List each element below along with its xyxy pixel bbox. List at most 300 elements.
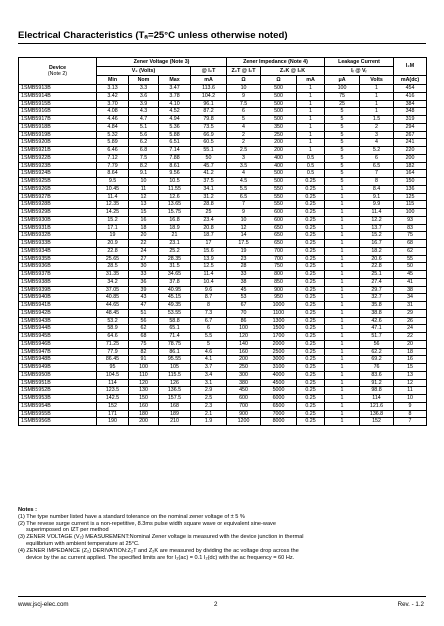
cell-izk: 0.25 [297, 201, 325, 209]
cell-vz-nom: 3.3 [129, 85, 159, 93]
cell-izk: 1 [297, 92, 325, 100]
cell-device: 1SMB5936B [19, 263, 97, 271]
cell-vz-min: 12.35 [97, 201, 129, 209]
table-row [19, 85, 427, 93]
title-underline [18, 43, 426, 44]
cell-zzk: 550 [261, 201, 297, 209]
table-row [19, 356, 427, 364]
cell-vz-nom: 30 [129, 263, 159, 271]
cell-vr: 1 [360, 108, 394, 116]
cell-vr: 16.7 [360, 240, 394, 248]
cell-izk: 0.5 [297, 162, 325, 170]
cell-vr: 27.4 [360, 278, 394, 286]
cell-vz-max: 168 [159, 402, 191, 410]
table-row [19, 185, 427, 193]
cell-vr: 11.4 [360, 209, 394, 217]
table-row [19, 340, 427, 348]
cell-zzt: 10 [227, 216, 261, 224]
cell-vr: 38.8 [360, 309, 394, 317]
cell-ir: 75 [325, 92, 360, 100]
cell-ir: 1 [325, 294, 360, 302]
cell-izm: 241 [394, 139, 427, 147]
cell-izk: 0.25 [297, 216, 325, 224]
cell-vr: 12.2 [360, 216, 394, 224]
cell-vz-min: 5.89 [97, 139, 129, 147]
ir-unit-header: μA [325, 76, 360, 85]
cell-vz-max: 18.9 [159, 224, 191, 232]
cell-izm: 75 [394, 232, 427, 240]
cell-izk: 0.25 [297, 340, 325, 348]
cell-izt: 17 [191, 240, 227, 248]
cell-vz-max: 49.35 [159, 302, 191, 310]
cell-zzt: 5.5 [227, 185, 261, 193]
cell-zzk: 8000 [261, 418, 297, 426]
cell-izk: 0.25 [297, 325, 325, 333]
cell-vz-max: 86.1 [159, 348, 191, 356]
cell-vz-max: 7.14 [159, 147, 191, 155]
cell-vz-nom: 180 [129, 410, 159, 418]
cell-vr: 51.7 [360, 333, 394, 341]
cell-device: 1SMB5932B [19, 232, 97, 240]
cell-izm: 50 [394, 263, 427, 271]
cell-zzt: 7.5 [227, 100, 261, 108]
cell-vz-min: 7.12 [97, 154, 129, 162]
ir-vr-header: Iᵣ @ Vᵣ [325, 67, 394, 76]
cell-vz-max: 3.47 [159, 85, 191, 93]
cell-vr: 32.7 [360, 294, 394, 302]
cell-vz-max: 3.78 [159, 92, 191, 100]
cell-vz-nom: 8.2 [129, 162, 159, 170]
cell-vz-nom: 47 [129, 302, 159, 310]
cell-zzt: 70 [227, 309, 261, 317]
cell-ir: 1 [325, 356, 360, 364]
cell-ir: 1 [325, 209, 360, 217]
cell-vz-max: 78.75 [159, 340, 191, 348]
cell-zzt: 17.5 [227, 240, 261, 248]
cell-vz-nom: 130 [129, 387, 159, 395]
cell-vz-nom: 5.6 [129, 131, 159, 139]
izt-unit-header: mA [191, 76, 227, 85]
table-row [19, 286, 427, 294]
cell-zzk: 6000 [261, 395, 297, 403]
cell-izt: 12.5 [191, 263, 227, 271]
cell-device: 1SMB5956B [19, 418, 97, 426]
cell-vr: 121.6 [360, 402, 394, 410]
cell-device: 1SMB5955B [19, 410, 97, 418]
table-row [19, 116, 427, 124]
table-row [19, 154, 427, 162]
cell-vz-nom: 91 [129, 356, 159, 364]
cell-zzt: 300 [227, 371, 261, 379]
cell-vz-max: 115.5 [159, 371, 191, 379]
cell-izk: 0.25 [297, 317, 325, 325]
cell-device: 1SMB5950B [19, 371, 97, 379]
table-row [19, 325, 427, 333]
cell-izt: 6.7 [191, 317, 227, 325]
cell-zzk: 950 [261, 294, 297, 302]
cell-izt: 31.2 [191, 193, 227, 201]
cell-zzt: 6.5 [227, 193, 261, 201]
table-row [19, 209, 427, 217]
cell-zzt: 700 [227, 402, 261, 410]
cell-zzk: 7000 [261, 410, 297, 418]
cell-zzt: 2 [227, 131, 261, 139]
cell-ir: 1 [325, 395, 360, 403]
note-2-cont: superimposed on IZT per method [26, 527, 109, 534]
cell-izm: 26 [394, 317, 427, 325]
cell-izm: 24 [394, 325, 427, 333]
cell-vz-min: 40.85 [97, 294, 129, 302]
cell-vz-nom: 120 [129, 379, 159, 387]
cell-vz-min: 5.32 [97, 131, 129, 139]
table-row [19, 216, 427, 224]
cell-vz-max: 4.52 [159, 108, 191, 116]
cell-zzk: 1700 [261, 333, 297, 341]
cell-ir: 1 [325, 286, 360, 294]
cell-zzk: 700 [261, 255, 297, 263]
table-row [19, 240, 427, 248]
cell-zzk: 650 [261, 232, 297, 240]
cell-vz-nom: 16 [129, 216, 159, 224]
cell-vz-min: 3.70 [97, 100, 129, 108]
cell-izm: 267 [394, 131, 427, 139]
cell-zzk: 400 [261, 162, 297, 170]
cell-izk: 0.25 [297, 379, 325, 387]
cell-zzt: 160 [227, 348, 261, 356]
cell-device: 1SMB5923B [19, 162, 97, 170]
table-row [19, 193, 427, 201]
cell-device: 1SMB5925B [19, 178, 97, 186]
cell-zzk: 500 [261, 92, 297, 100]
cell-izm: 22 [394, 333, 427, 341]
zener-impedance-header: Zener Impedance (Note 4) [227, 58, 325, 67]
cell-zzt: 10 [227, 85, 261, 93]
cell-zzk: 750 [261, 263, 297, 271]
cell-vz-nom: 18 [129, 224, 159, 232]
cell-izt: 23.4 [191, 216, 227, 224]
cell-vz-nom: 12 [129, 193, 159, 201]
cell-zzt: 9 [227, 92, 261, 100]
cell-izk: 0.25 [297, 224, 325, 232]
cell-ir: 1 [325, 309, 360, 317]
cell-izk: 0.5 [297, 170, 325, 178]
cell-zzk: 6500 [261, 402, 297, 410]
table-row [19, 139, 427, 147]
cell-ir: 1 [325, 255, 360, 263]
cell-zzt: 4 [227, 123, 261, 131]
cell-device: 1SMB5921B [19, 147, 97, 155]
cell-vz-nom: 110 [129, 371, 159, 379]
cell-zzk: 250 [261, 131, 297, 139]
cell-izk: 0.5 [297, 154, 325, 162]
cell-vz-max: 6.51 [159, 139, 191, 147]
cell-izt: 2.9 [191, 387, 227, 395]
cell-vz-nom: 10 [129, 178, 159, 186]
cell-izt: 9.6 [191, 286, 227, 294]
cell-vz-nom: 200 [129, 418, 159, 426]
table-row [19, 371, 427, 379]
cell-ir: 1 [325, 348, 360, 356]
cell-izt: 8.7 [191, 294, 227, 302]
cell-device: 1SMB5930B [19, 216, 97, 224]
cell-device: 1SMB5931B [19, 224, 97, 232]
cell-zzt: 100 [227, 325, 261, 333]
cell-izk: 0.25 [297, 387, 325, 395]
cell-vz-max: 15.75 [159, 209, 191, 217]
cell-vr: 9.9 [360, 201, 394, 209]
table-row [19, 418, 427, 426]
cell-vz-nom: 62 [129, 325, 159, 333]
electrical-characteristics-table [18, 57, 427, 426]
cell-vz-max: 9.56 [159, 170, 191, 178]
cell-izt: 79.8 [191, 116, 227, 124]
cell-izk: 0.25 [297, 178, 325, 186]
cell-vz-min: 95 [97, 364, 129, 372]
cell-vz-min: 22.8 [97, 247, 129, 255]
cell-vz-max: 53.55 [159, 309, 191, 317]
cell-ir: 1 [325, 224, 360, 232]
cell-ir: 5 [325, 147, 360, 155]
cell-izt: 2.3 [191, 402, 227, 410]
page-title: Electrical Characteristics (Tₐ=25°C unless otherwise noted) [18, 30, 288, 41]
cell-zzk: 350 [261, 123, 297, 131]
cell-zzt: 45 [227, 286, 261, 294]
cell-device: 1SMB5939B [19, 286, 97, 294]
cell-zzk: 650 [261, 240, 297, 248]
cell-device: 1SMB5952B [19, 387, 97, 395]
cell-vr: 56 [360, 340, 394, 348]
cell-vz-nom: 33 [129, 271, 159, 279]
cell-izk: 1 [297, 147, 325, 155]
cell-vz-min: 37.05 [97, 286, 129, 294]
cell-ir: 5 [325, 131, 360, 139]
cell-ir: 1 [325, 247, 360, 255]
cell-zzk: 900 [261, 286, 297, 294]
cell-zzt: 12 [227, 224, 261, 232]
cell-vz-nom: 36 [129, 278, 159, 286]
cell-zzk: 800 [261, 271, 297, 279]
cell-vz-min: 4.08 [97, 108, 129, 116]
cell-ir: 1 [325, 302, 360, 310]
cell-ir: 1 [325, 333, 360, 341]
cell-ir: 1 [325, 232, 360, 240]
cell-zzk: 400 [261, 154, 297, 162]
cell-ir: 5 [325, 170, 360, 178]
cell-vz-max: 40.95 [159, 286, 191, 294]
device-header-note: (Note 2) [47, 71, 68, 77]
cell-zzk: 500 [261, 100, 297, 108]
cell-vz-min: 53.2 [97, 317, 129, 325]
cell-izm: 384 [394, 100, 427, 108]
cell-vz-min: 4.46 [97, 116, 129, 124]
cell-izm: 9 [394, 402, 427, 410]
cell-izt: 73.5 [191, 123, 227, 131]
cell-vz-min: 8.64 [97, 170, 129, 178]
cell-vz-min: 142.5 [97, 395, 129, 403]
cell-vz-max: 5.36 [159, 123, 191, 131]
izm-unit-header: mA(dc) [394, 76, 427, 85]
cell-zzt: 3.5 [227, 162, 261, 170]
cell-vz-max: 21 [159, 232, 191, 240]
cell-vz-min: 190 [97, 418, 129, 426]
cell-device: 1SMB5951B [19, 379, 97, 387]
cell-izm: 12 [394, 379, 427, 387]
cell-ir: 1 [325, 317, 360, 325]
cell-vz-nom: 15 [129, 209, 159, 217]
cell-ir: 5 [325, 116, 360, 124]
cell-vz-nom: 160 [129, 402, 159, 410]
zzk-unit-header: Ω [261, 76, 297, 85]
cell-izm: 7 [394, 418, 427, 426]
cell-vr: 13.7 [360, 224, 394, 232]
cell-zzk: 2000 [261, 340, 297, 348]
cell-vz-max: 7.88 [159, 154, 191, 162]
note-4: (4) ZENER IMPEDANCE (Z₂) DERIVATION:Z₂T and Z₂K are measured by dividing the ac voltage drop across the [18, 547, 299, 554]
cell-ir: 100 [325, 85, 360, 93]
cell-zzk: 3100 [261, 364, 297, 372]
zzt-unit-header: Ω [227, 76, 261, 85]
cell-izk: 0.25 [297, 364, 325, 372]
cell-vz-min: 114 [97, 379, 129, 387]
cell-zzt: 9 [227, 209, 261, 217]
cell-vz-nom: 20 [129, 232, 159, 240]
cell-vz-max: 37.8 [159, 278, 191, 286]
cell-zzt: 4 [227, 170, 261, 178]
cell-vz-max: 126 [159, 379, 191, 387]
cell-vz-nom: 150 [129, 395, 159, 403]
cell-izt: 34.1 [191, 185, 227, 193]
cell-vz-nom: 4.3 [129, 108, 159, 116]
cell-vz-nom: 3.9 [129, 100, 159, 108]
cell-izm: 11 [394, 387, 427, 395]
cell-vz-min: 48.45 [97, 309, 129, 317]
cell-izk: 1 [297, 100, 325, 108]
notes-heading: Notes : [18, 507, 37, 513]
cell-izm: 294 [394, 123, 427, 131]
cell-device: 1SMB5953B [19, 395, 97, 403]
cell-izt: 2.1 [191, 410, 227, 418]
cell-device: 1SMB5917B [19, 116, 97, 124]
table-row [19, 255, 427, 263]
max-header: Max [159, 76, 191, 85]
cell-izt: 5.5 [191, 333, 227, 341]
device-header [19, 58, 97, 85]
cell-izm: 125 [394, 193, 427, 201]
cell-izm: 20 [394, 340, 427, 348]
cell-vr: 1 [360, 100, 394, 108]
cell-izk: 0.25 [297, 395, 325, 403]
cell-izm: 38 [394, 286, 427, 294]
cell-ir: 1 [325, 387, 360, 395]
cell-izk: 0.25 [297, 263, 325, 271]
cell-izm: 62 [394, 247, 427, 255]
note-2: (2) The revese surge current is a non-repetitive, 8.3ms pulse width square wave or equivalent sine-wave [18, 520, 276, 527]
cell-vz-nom: 56 [129, 317, 159, 325]
cell-vr: 6 [360, 154, 394, 162]
cell-izk: 1 [297, 108, 325, 116]
cell-zzk: 3000 [261, 356, 297, 364]
cell-vr: 136.8 [360, 410, 394, 418]
cell-vr: 35.8 [360, 302, 394, 310]
cell-izk: 0.25 [297, 418, 325, 426]
cell-izk: 0.25 [297, 185, 325, 193]
cell-izk: 1 [297, 85, 325, 93]
cell-device: 1SMB5914B [19, 92, 97, 100]
cell-ir: 1 [325, 325, 360, 333]
cell-vz-max: 12.6 [159, 193, 191, 201]
table-row [19, 123, 427, 131]
cell-izt: 7.3 [191, 309, 227, 317]
cell-device: 1SMB5920B [19, 139, 97, 147]
cell-device: 1SMB5919B [19, 131, 97, 139]
table-row [19, 131, 427, 139]
cell-vz-min: 7.79 [97, 162, 129, 170]
cell-izm: 220 [394, 147, 427, 155]
cell-izt: 15.6 [191, 247, 227, 255]
cell-izk: 0.25 [297, 302, 325, 310]
cell-zzt: 53 [227, 294, 261, 302]
cell-vz-min: 58.9 [97, 325, 129, 333]
cell-zzt: 140 [227, 340, 261, 348]
cell-izt: 55.1 [191, 147, 227, 155]
cell-izt: 45.7 [191, 162, 227, 170]
cell-vz-nom: 27 [129, 255, 159, 263]
cell-ir: 1 [325, 379, 360, 387]
cell-izm: 68 [394, 240, 427, 248]
cell-zzt: 2.5 [227, 147, 261, 155]
cell-vz-min: 15.2 [97, 216, 129, 224]
cell-zzt: 900 [227, 410, 261, 418]
zener-voltage-header: Zener Voltage (Note 3) [97, 58, 227, 67]
cell-izk: 0.25 [297, 240, 325, 248]
cell-zzt: 450 [227, 387, 261, 395]
table-row [19, 410, 427, 418]
cell-vr: 8 [360, 178, 394, 186]
table-row [19, 302, 427, 310]
cell-vz-max: 25.2 [159, 247, 191, 255]
cell-ir: 1 [325, 340, 360, 348]
cell-vr: 76 [360, 364, 394, 372]
cell-device: 1SMB5918B [19, 123, 97, 131]
cell-zzt: 19 [227, 247, 261, 255]
table-row [19, 178, 427, 186]
table-row [19, 395, 427, 403]
at-izt-header: @ I₂T [191, 67, 227, 76]
cell-izt: 50 [191, 154, 227, 162]
cell-zzt: 120 [227, 333, 261, 341]
table-row [19, 201, 427, 209]
cell-vz-min: 44.65 [97, 302, 129, 310]
cell-vz-min: 31.35 [97, 271, 129, 279]
cell-izm: 45 [394, 271, 427, 279]
cell-ir: 1 [325, 201, 360, 209]
table-row [19, 317, 427, 325]
cell-vr: 83.6 [360, 371, 394, 379]
cell-vz-max: 28.35 [159, 255, 191, 263]
cell-device: 1SMB5942B [19, 309, 97, 317]
cell-zzt: 2 [227, 139, 261, 147]
cell-izm: 93 [394, 216, 427, 224]
cell-zzk: 200 [261, 147, 297, 155]
cell-vz-min: 3.13 [97, 85, 129, 93]
cell-vz-min: 19 [97, 232, 129, 240]
cell-vr: 4 [360, 139, 394, 147]
cell-izm: 150 [394, 178, 427, 186]
cell-vz-min: 71.25 [97, 340, 129, 348]
cell-izm: 136 [394, 185, 427, 193]
table-row [19, 294, 427, 302]
cell-zzt: 86 [227, 317, 261, 325]
